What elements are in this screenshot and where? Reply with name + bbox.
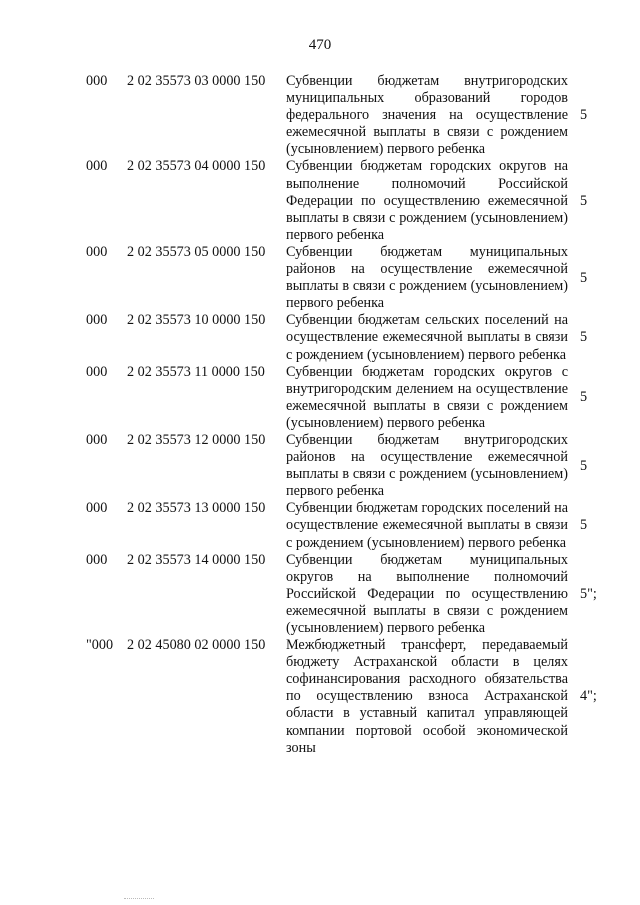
normative-value: 5";	[580, 585, 597, 602]
income-description: Субвенции бюджетам внутригородских муниципальных образований городов федерального значения на осуществление ежемесячной выплаты в связи с рождением (усыновлением) первого ребенка	[286, 73, 568, 158]
income-description: Субвенции бюджетам внутригородских районов на осуществление ежемесячной выплаты в связи с рождением (усыновлением) первого ребенка	[286, 431, 568, 500]
admin-code: 000	[86, 363, 108, 380]
budget-classification-code: 2 02 35573 13 0000 150	[127, 500, 266, 517]
budget-classification-code: 2 02 35573 11 0000 150	[127, 363, 265, 380]
admin-code: "000	[86, 637, 114, 654]
budget-classification-code: 2 02 35573 14 0000 150	[127, 551, 266, 568]
normative-value: 5	[580, 192, 588, 209]
table-row	[0, 158, 640, 243]
table-row	[0, 637, 640, 757]
table-row	[0, 432, 640, 500]
admin-code: 000	[86, 73, 108, 89]
normative-value: 5	[580, 269, 588, 286]
normative-value: 5	[580, 329, 588, 346]
table-row	[0, 312, 640, 363]
page-number: 470	[308, 37, 332, 53]
income-description: Субвенции бюджетам муниципальных районов на осуществление ежемесячной выплаты в связи с рождением (усыновлением) первого ребенка	[286, 243, 568, 312]
budget-classification-code: 2 02 35573 12 0000 150	[127, 431, 266, 448]
normative-value: 5	[580, 517, 588, 534]
budget-code-table	[0, 73, 640, 757]
income-description: Субвенции бюджетам сельских поселений на осуществление ежемесячной выплаты в связи с рождением (усыновлением) первого ребенка	[286, 312, 568, 363]
normative-value: 5	[580, 457, 588, 474]
scan-artifact	[124, 898, 154, 901]
table-row	[0, 73, 640, 158]
table-row	[0, 552, 640, 637]
admin-code: 000	[86, 312, 108, 329]
budget-classification-code: 2 02 45080 02 0000 150	[127, 637, 266, 654]
table-row	[0, 364, 640, 432]
table-row	[0, 500, 640, 551]
budget-classification-code: 2 02 35573 04 0000 150	[127, 158, 266, 175]
income-description: Субвенции бюджетам городских округов на выполнение полномочий Российской Федерации по осуществлению ежемесячной выплаты в связи с рождением (усыновлением) первого ребенка	[286, 158, 568, 243]
income-description: Субвенции бюджетам городских поселений на осуществление ежемесячной выплаты в связи с рождением (усыновлением) первого ребенка	[286, 500, 568, 551]
normative-value: 4";	[580, 688, 597, 705]
admin-code: 000	[86, 158, 108, 175]
admin-code: 000	[86, 551, 108, 568]
income-description: Субвенции бюджетам муниципальных округов на выполнение полномочий Российской Федерации по осуществлению ежемесячной выплаты в связи с рождением (усыновлением) первого ребенка	[286, 551, 568, 636]
normative-value: 5	[580, 389, 588, 406]
budget-classification-code: 2 02 35573 10 0000 150	[127, 312, 266, 329]
admin-code: 000	[86, 431, 108, 448]
admin-code: 000	[86, 243, 108, 260]
admin-code: 000	[86, 500, 108, 517]
income-description: Субвенции бюджетам городских округов с внутригородским делением на осуществление ежемесячной выплаты в связи с рождением (усыновлением) первого ребенка	[286, 363, 568, 431]
budget-classification-code: 2 02 35573 05 0000 150	[127, 243, 266, 260]
budget-classification-code: 2 02 35573 03 0000 150	[127, 73, 266, 89]
normative-value: 5	[580, 107, 588, 124]
income-description: Межбюджетный трансферт, передаваемый бюджету Астраханской области в целях софинансирования расходного обязательства по осуществлению взноса Астраханской области в уставный капитал управляющей компании портовой особой экономической зоны	[286, 637, 568, 756]
table-row	[0, 244, 640, 312]
